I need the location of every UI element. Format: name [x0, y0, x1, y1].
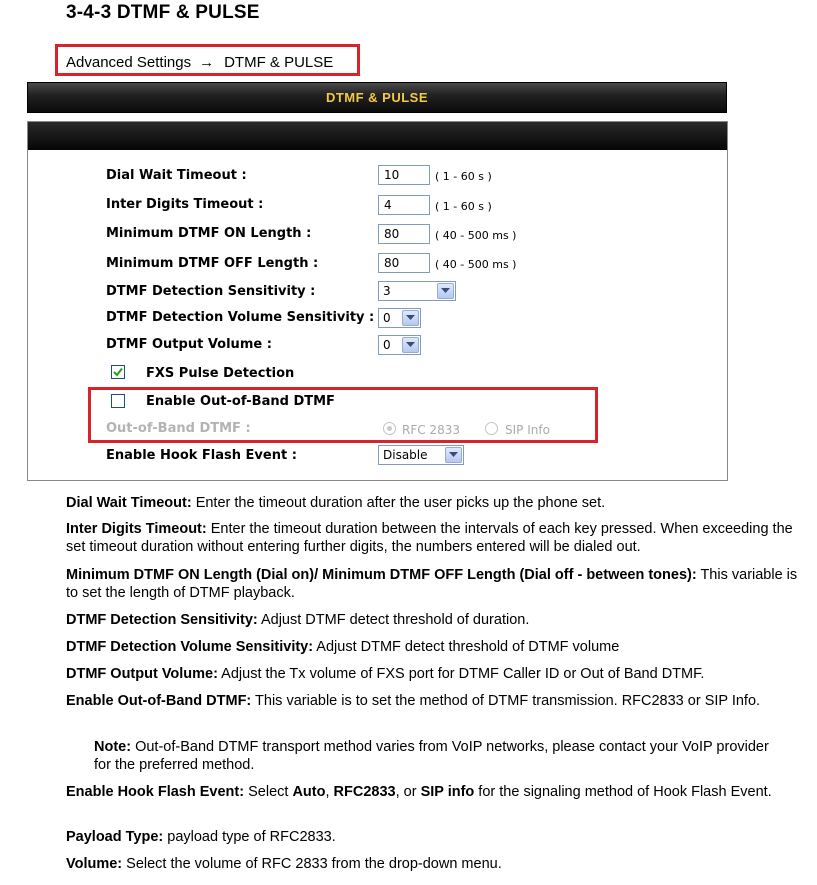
fxs-pulse-detection-label: FXS Pulse Detection: [146, 366, 295, 381]
breadcrumb: [66, 54, 333, 71]
min-dtmf-off-label: Minimum DTMF OFF Length :: [106, 256, 319, 271]
page-title: 3-4-3 DTMF & PULSE: [66, 2, 260, 23]
chevron-down-icon[interactable]: [445, 447, 462, 463]
dtmf-detection-volume-sensitivity-label: DTMF Detection Volume Sensitivity :: [106, 310, 375, 325]
desc-payload-type: Payload Type: payload type of RFC2833.: [66, 829, 336, 845]
breadcrumb-arrow-icon: →: [199, 54, 215, 71]
desc-enable-oob-dtmf: Enable Out-of-Band DTMF: This variable is to set the method of DTMF transmission. RFC2833 or SIP Info.: [66, 693, 761, 709]
desc-dtmf-detection-sensitivity: DTMF Detection Sensitivity: Adjust DTMF detect threshold of duration.: [66, 612, 530, 628]
rfc2833-radio-label: RFC 2833: [402, 423, 460, 437]
hook-flash-event-value: Disable: [383, 448, 428, 462]
breadcrumb-parent[interactable]: Advanced Settings: [66, 54, 192, 71]
dial-wait-timeout-hint: ( 1 - 60 s ): [435, 170, 492, 183]
desc-inter-digits-timeout: Inter Digits Timeout: Enter the timeout duration between the intervals of each key pressed. When exceeding the set timeout duration without entering further digits, the numbers entered will be dialed out.: [66, 521, 793, 555]
dtmf-detection-sensitivity-select[interactable]: [378, 281, 456, 301]
desc-dtmf-detection-volume-sensitivity: DTMF Detection Volume Sensitivity: Adjust DTMF detect threshold of DTMF volume: [66, 639, 620, 655]
min-dtmf-on-hint: ( 40 - 500 ms ): [435, 229, 517, 242]
min-dtmf-off-hint: ( 40 - 500 ms ): [435, 258, 517, 271]
min-dtmf-on-input[interactable]: 80: [378, 224, 430, 244]
inter-digits-timeout-label: Inter Digits Timeout :: [106, 197, 264, 212]
dtmf-output-volume-label: DTMF Output Volume :: [106, 337, 272, 352]
dial-wait-timeout-label: Dial Wait Timeout :: [106, 168, 247, 183]
dtmf-detection-volume-sensitivity-select[interactable]: [378, 308, 421, 328]
chevron-down-icon[interactable]: [402, 337, 419, 353]
inter-digits-timeout-hint: ( 1 - 60 s ): [435, 200, 492, 213]
panel-title: DTMF & PULSE: [27, 82, 727, 113]
sip-info-radio-label: SIP Info: [505, 423, 550, 437]
enable-oob-dtmf-label: Enable Out-of-Band DTMF: [146, 394, 335, 409]
desc-volume: Volume: Select the volume of RFC 2833 from the drop-down menu.: [66, 856, 502, 872]
oob-dtmf-highlight: [88, 387, 598, 443]
hook-flash-event-label: Enable Hook Flash Event :: [106, 448, 297, 463]
hook-flash-event-select[interactable]: [378, 445, 464, 465]
fxs-pulse-detection-checkbox[interactable]: [111, 365, 125, 379]
min-dtmf-off-input[interactable]: 80: [378, 253, 430, 273]
desc-note: Note: Out-of-Band DTMF transport method varies from VoIP networks, please contact your VoIP provider for the preferred method.: [94, 739, 769, 773]
desc-hook-flash-event: Enable Hook Flash Event: Select Auto, RFC2833, or SIP info for the signaling method of Hook Flash Event.: [66, 784, 772, 800]
inter-digits-timeout-input[interactable]: 4: [378, 195, 430, 215]
min-dtmf-on-label: Minimum DTMF ON Length :: [106, 226, 312, 241]
check-icon: [113, 367, 123, 377]
chevron-down-icon[interactable]: [437, 283, 454, 299]
dial-wait-timeout-input[interactable]: 10: [378, 165, 430, 185]
oob-dtmf-label: Out-of-Band DTMF :: [106, 421, 251, 436]
desc-dial-wait-timeout: Dial Wait Timeout: Enter the timeout duration after the user picks up the phone set.: [66, 495, 606, 511]
breadcrumb-current: DTMF & PULSE: [224, 54, 334, 71]
dtmf-detection-sensitivity-label: DTMF Detection Sensitivity :: [106, 284, 316, 299]
desc-min-dtmf-length: Minimum DTMF ON Length (Dial on)/ Minimum DTMF OFF Length (Dial off - between tones): This variable is to set the length of DTMF playback.: [66, 567, 798, 601]
dtmf-detection-volume-sensitivity-value: 0: [383, 311, 391, 325]
desc-dtmf-output-volume: DTMF Output Volume: Adjust the Tx volume of FXS port for DTMF Caller ID or Out of Band DTMF.: [66, 666, 705, 682]
panel-header-bar: [28, 122, 727, 150]
dtmf-output-volume-select[interactable]: [378, 335, 421, 355]
dtmf-detection-sensitivity-value: 3: [383, 284, 391, 298]
chevron-down-icon[interactable]: [402, 310, 419, 326]
dtmf-output-volume-value: 0: [383, 338, 391, 352]
